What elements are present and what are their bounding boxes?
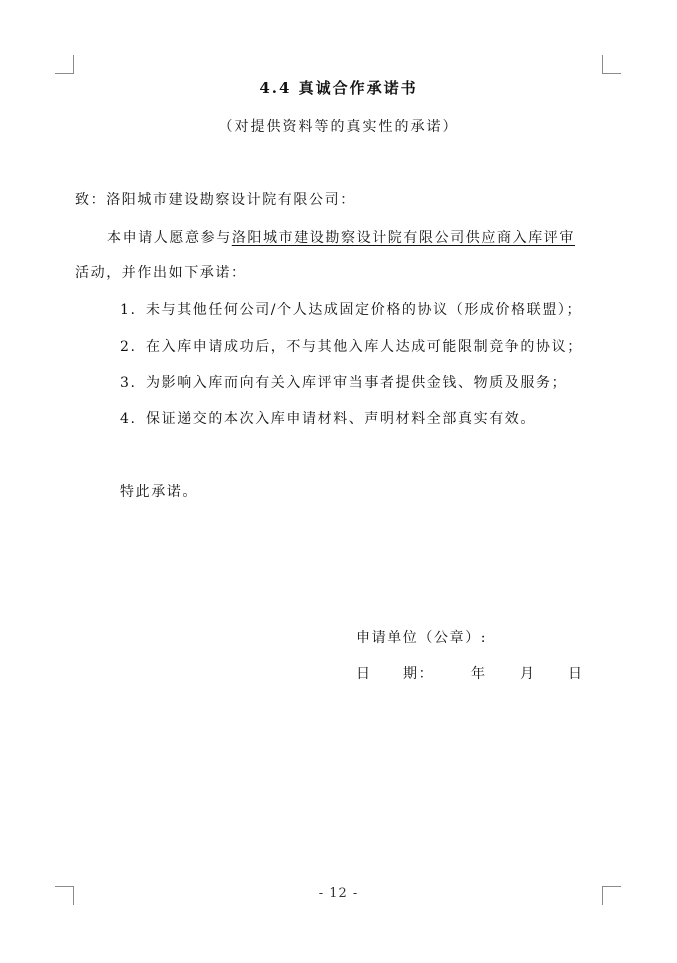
commitment-item <box>120 300 582 320</box>
date-month-label: 月 <box>520 666 536 682</box>
date-label-char-2: 期： <box>403 666 435 682</box>
commitment-number: 1. <box>120 302 137 318</box>
commitment-text: 未与其他任何公司/个人达成固定价格的协议（形成价格联盟）； <box>146 302 583 318</box>
date-day-label: 日 <box>568 666 584 682</box>
intro-prefix: 本申请人愿意参与 <box>107 230 232 246</box>
intro-paragraph-line-2: 活动，并作出如下承诺： <box>75 265 247 281</box>
commitment-text: 保证递交的本次入库申请材料、声明材料全部真实有效。 <box>146 411 536 427</box>
commitment-number: 2. <box>120 339 137 355</box>
commitment-item <box>120 337 583 357</box>
commitment-number: 4. <box>120 411 137 427</box>
applicant-seal-label: 申请单位（公章）: <box>356 630 488 646</box>
page-number: - 12 - <box>318 886 359 901</box>
crop-mark-top-right <box>602 55 621 74</box>
commitment-number: 3. <box>120 375 137 391</box>
date-year-label: 年 <box>471 666 487 682</box>
commitment-item <box>120 409 536 429</box>
document-title: 4.4 真诚合作承诺书 <box>259 79 418 97</box>
commitment-item <box>120 373 567 393</box>
date-label-char-1: 日 <box>356 666 372 682</box>
intro-underlined-company: 洛阳城市建设勘察设计院有限公司供应商入库评审 <box>231 230 576 246</box>
closing-statement: 特此承诺。 <box>120 484 198 500</box>
addressee-line: 致：洛阳城市建设勘察设计院有限公司： <box>75 192 356 208</box>
commitment-text: 为影响入库而向有关入库评审当事者提供金钱、物质及服务； <box>146 375 568 391</box>
commitment-text: 在入库申请成功后，不与其他入库人达成可能限制竞争的协议； <box>146 339 583 355</box>
crop-mark-top-left <box>55 55 74 74</box>
intro-paragraph-line-1 <box>107 228 575 248</box>
document-subtitle: （对提供资料等的真实性的承诺） <box>218 119 459 135</box>
